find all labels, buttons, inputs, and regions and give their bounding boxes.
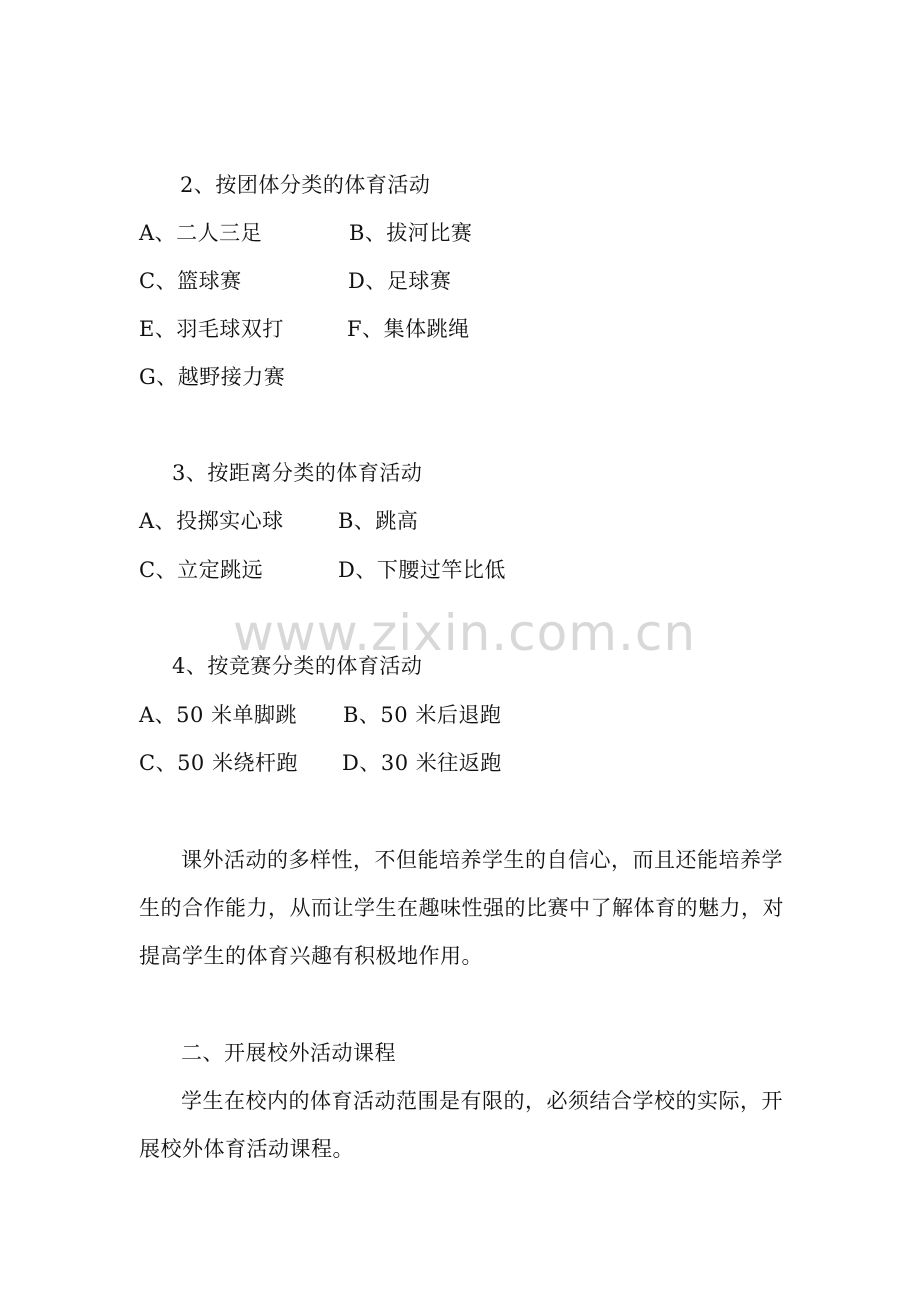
section-2-option-f: F、集体跳绳 (347, 317, 470, 341)
section-4-option-c: C、50 米绕杆跑 (139, 751, 298, 775)
section-two-heading: 二、开展校外活动课程 (181, 1041, 396, 1065)
section-2-option-d: D、足球赛 (348, 269, 452, 293)
section-3-heading: 3、按距离分类的体育活动 (172, 461, 423, 485)
section-3-option-b: B、跳高 (338, 509, 419, 533)
section-4-option-a: A、50 米单脚跳 (139, 703, 298, 727)
section-4-heading: 4、按竞赛分类的体育活动 (172, 654, 423, 678)
section-3-option-c: C、立定跳远 (139, 558, 264, 582)
paragraph-1-line-3: 提高学生的体育兴趣有积极地作用。 (139, 944, 483, 968)
section-4-option-b: B、50 米后退跑 (343, 703, 502, 727)
section-2-option-c: C、篮球赛 (139, 269, 242, 293)
section-4-option-d: D、30 米往返跑 (342, 751, 502, 775)
section-3-option-d: D、下腰过竿比低 (338, 558, 506, 582)
section-3-option-a: A、投掷实心球 (139, 509, 284, 533)
section-2-heading: 2、按团体分类的体育活动 (180, 173, 431, 197)
watermark: www.zixin.com.cn (233, 604, 697, 662)
section-2-option-g: G、越野接力赛 (139, 365, 286, 389)
section-two-body-line-1: 学生在校内的体育活动范围是有限的，必须结合学校的实际，开 (181, 1089, 783, 1113)
paragraph-1-line-2: 生的合作能力，从而让学生在趣味性强的比赛中了解体育的魅力，对 (139, 896, 784, 920)
section-2-option-e: E、羽毛球双打 (139, 317, 284, 341)
section-2-option-a: A、二人三足 (139, 221, 263, 245)
paragraph-1-line-1: 课外活动的多样性，不但能培养学生的自信心，而且还能培养学 (181, 848, 783, 872)
section-two-body-line-2: 展校外体育活动课程。 (139, 1137, 354, 1161)
section-2-option-b: B、拔河比赛 (349, 221, 473, 245)
